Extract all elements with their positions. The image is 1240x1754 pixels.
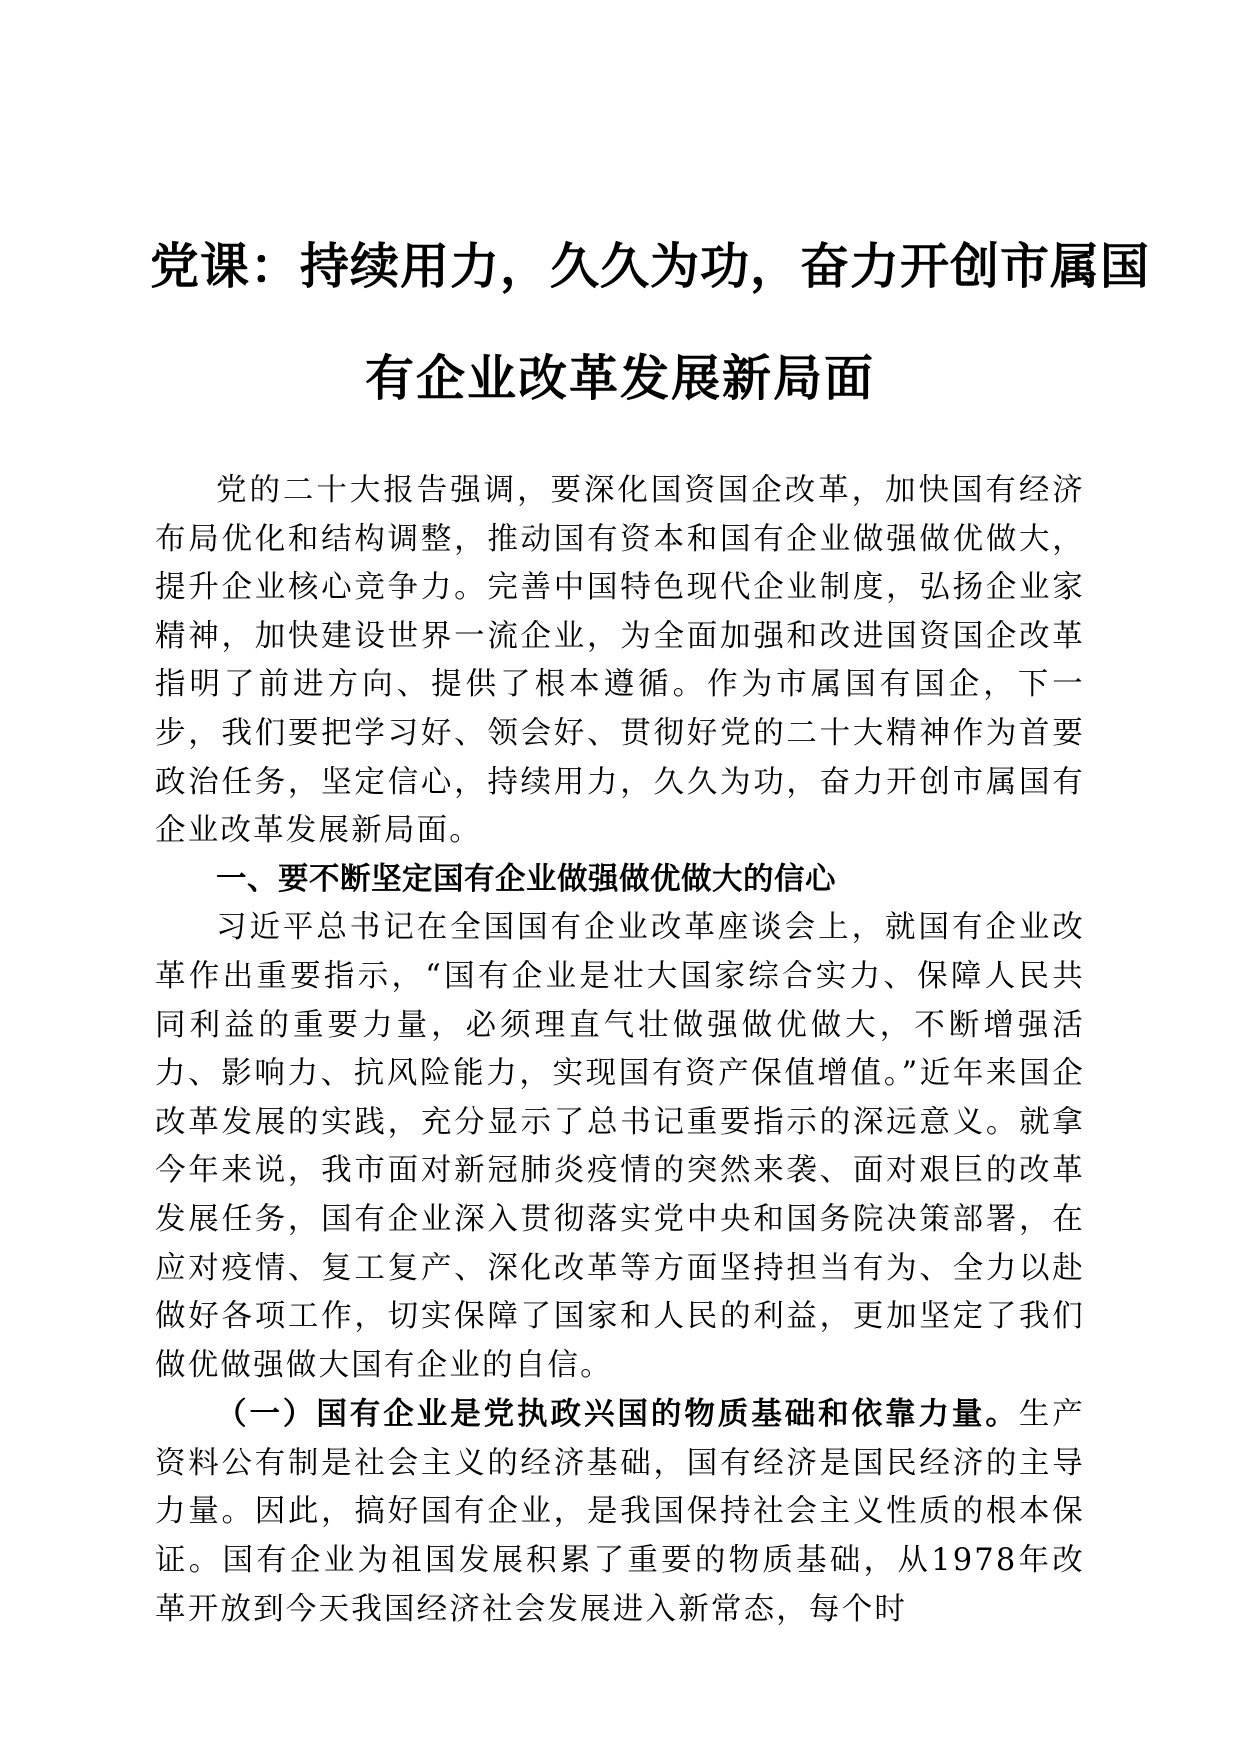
document-title-line-1: 党课：持续用力，久久为功，奋力开创市属国 (150, 238, 1151, 295)
paragraph-subsection-1 (155, 1390, 1085, 1634)
paragraph-section-1: 习近平总书记在全国国有企业改革座谈会上，就国有企业改革作出重要指示，“国有企业是壮大国家综合实力、保障人民共同利益的重要力量，必须理直气壮做强做优做大，不断增强活力、影响力、抗风险能力，实现国有资产保值增值。”近年来国企改革发展的实践，充分显示了总书记重要指示的深远意义。就拿今年来说，我市面对新冠肺炎疫情的突然来袭、面对艰巨的改革发展任务，国有企业深入贯彻落实党中央和国务院决策部署，在应对疫情、复工复产、深化改革等方面坚持担当有为、全力以赴做好各项工作，切实保障了国家和人民的利益，更加坚定了我们做优做强做大国有企业的自信。 (155, 910, 1085, 1383)
paragraph-intro: 党的二十大报告强调，要深化国资国企改革，加快国有经济布局优化和结构调整，推动国有资本和国有企业做强做优做大，提升企业核心竞争力。完善中国特色现代企业制度，弘扬企业家精神，加快建设世界一流企业，为全面加强和改进国资国企改革指明了前进方向、提供了根本遵循。作为市属国有国企，下一步，我们要把学习好、领会好、贯彻好党的二十大精神作为首要政治任务，坚定信心，持续用力，久久为功，奋力开创市属国有企业改革发展新局面。 (155, 473, 1085, 849)
section-heading-1: 一、要不断坚定国有企业做强做优做大的信心 (216, 861, 836, 897)
document-title-line-2: 有企业改革发展新局面 (364, 350, 875, 407)
subsection-lead-1: （一）国有企业是党执政兴国的物质基础和依靠力量。 (216, 1396, 1019, 1433)
subsection-text-1: 生产资料公有制是社会主义的经济基础，国有经济是国民经济的主导力量。因此，搞好国有企业，是我国保持社会主义性质的根本保证。国有企业为祖国发展积累了重要的物质基础，从1978年改革开放到今天我国经济社会发展进入新常态，每个时 (155, 1397, 1085, 1627)
document-body (155, 467, 1085, 1634)
